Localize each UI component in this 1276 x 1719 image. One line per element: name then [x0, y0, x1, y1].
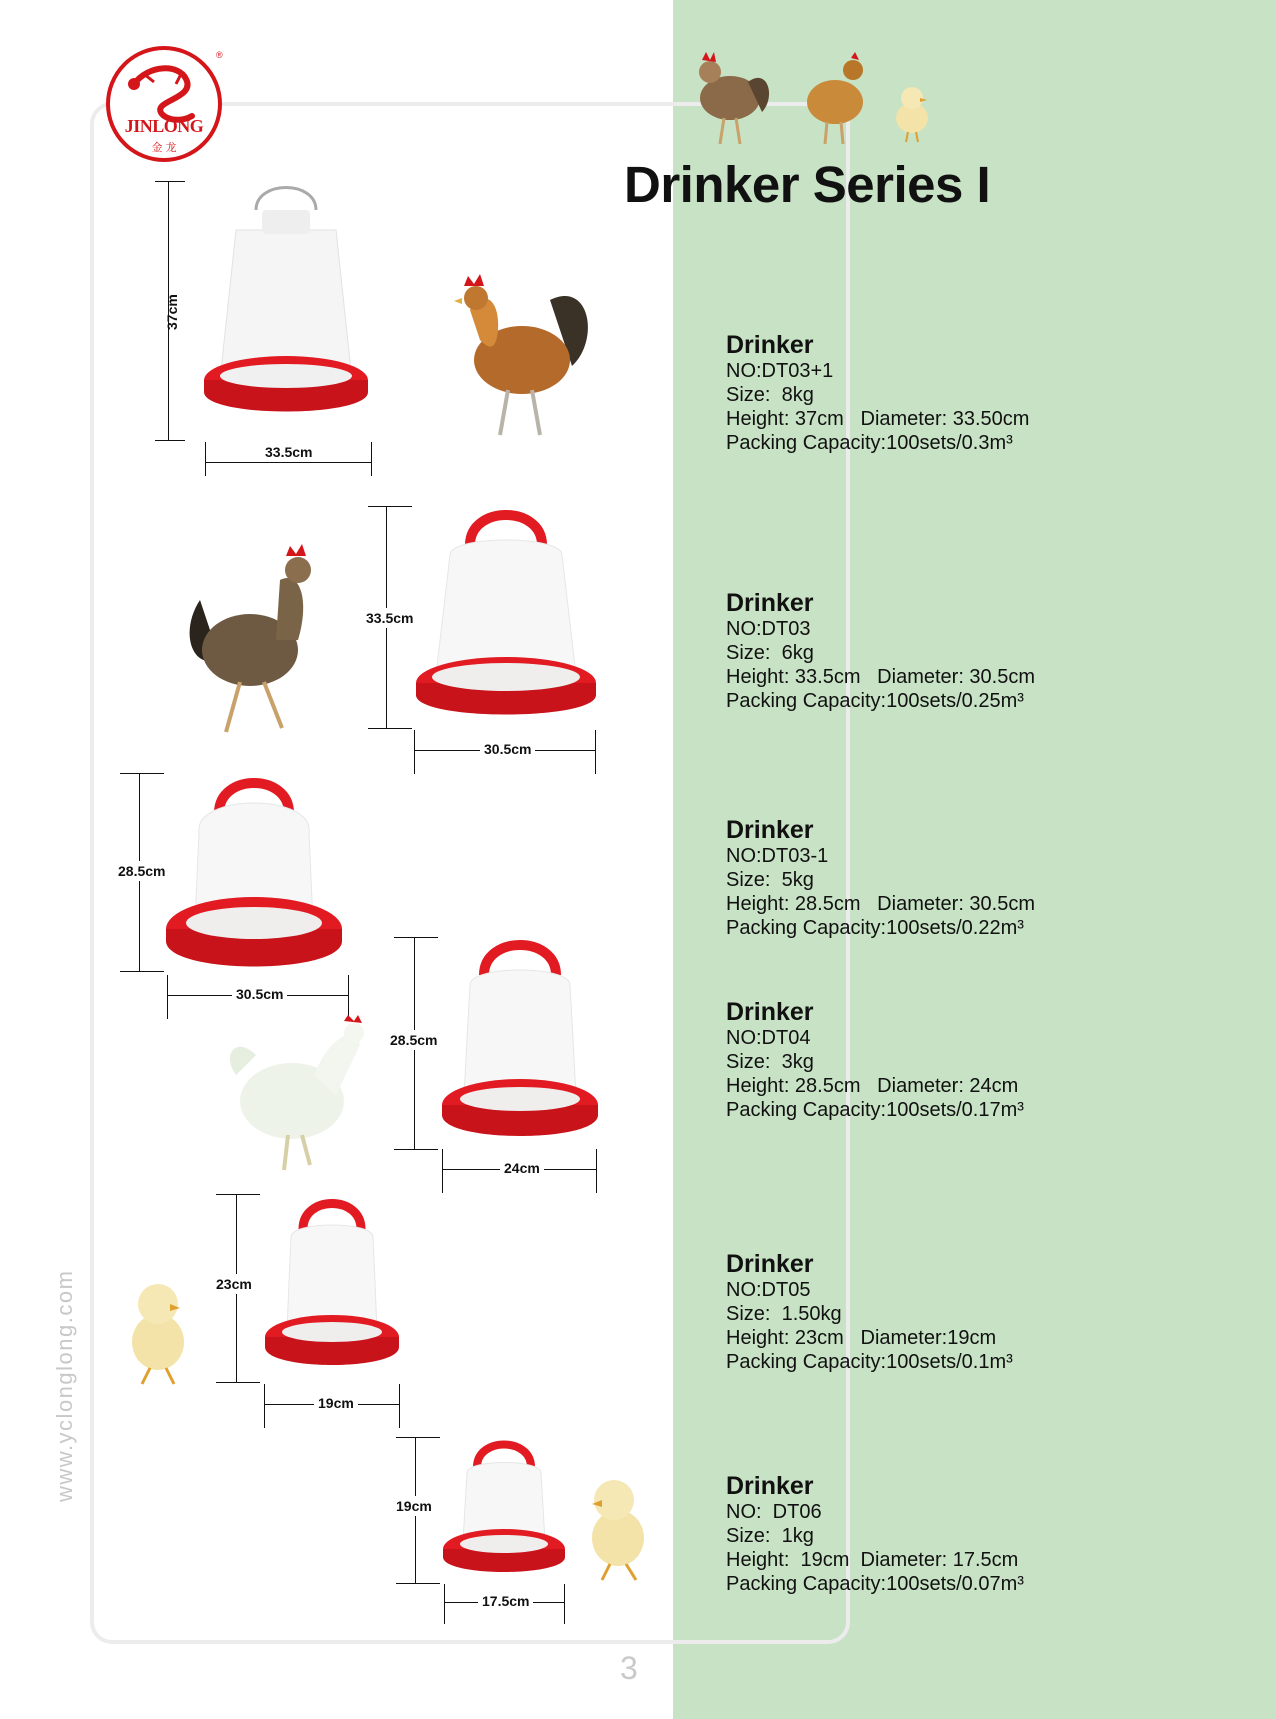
spec-size: Size: 6kg — [726, 642, 814, 664]
dt04-width-dimension-right-tick — [596, 1149, 597, 1193]
website-watermark: www.yclonglong.com — [52, 1269, 77, 1502]
spec-name: Drinker — [726, 1250, 814, 1278]
spec-packing-capacity: Packing Capacity:100sets/0.25m³ — [726, 690, 1024, 712]
white-hen-image — [226, 1015, 376, 1175]
spec-block-dt03-1 — [726, 816, 1146, 940]
brand-name-en: JINLONG — [124, 116, 204, 136]
dt03-1-height-label: 28.5cm — [118, 863, 166, 879]
dt03-plus1-height-dimension-bottom-tick — [155, 440, 185, 441]
brand-name-cn: 金 龙 — [151, 142, 177, 154]
spec-name: Drinker — [726, 1472, 814, 1500]
dt06-width-dimension-right-tick — [564, 1584, 565, 1624]
dt03-width-dimension-right-tick — [595, 730, 596, 774]
spec-dimensions: Height: 37cm Diameter: 33.50cm — [726, 408, 1030, 430]
spec-name: Drinker — [726, 589, 814, 617]
spec-model-number: NO:DT03 — [726, 618, 811, 640]
dt03-width-dimension-left-tick — [414, 730, 415, 774]
chick-header-image — [890, 82, 935, 144]
rooster-image-2 — [180, 540, 330, 740]
dt03-plus1-width-dimension-line — [205, 462, 371, 463]
spec-model-number: NO: DT06 — [726, 1501, 822, 1523]
dt03-plus1-height-label: 37cm — [164, 294, 180, 330]
drinker-dt04-image — [440, 935, 600, 1145]
dt03-plus1-width-dimension-right-tick — [371, 442, 372, 476]
dt03-height-dimension-top-tick — [368, 506, 412, 507]
dt04-height-dimension-bottom-tick — [394, 1149, 438, 1150]
spec-model-number: NO:DT04 — [726, 1027, 811, 1049]
spec-size: Size: 1.50kg — [726, 1303, 842, 1325]
spec-size: Size: 8kg — [726, 384, 814, 406]
dt06-height-label: 19cm — [396, 1498, 432, 1514]
spec-dimensions: Height: 19cm Diameter: 17.5cm — [726, 1549, 1019, 1571]
spec-block-dt06 — [726, 1472, 1146, 1596]
dt03-plus1-width-label: 33.5cm — [262, 444, 315, 460]
spec-dimensions: Height: 23cm Diameter:19cm — [726, 1327, 997, 1349]
dt05-width-label: 19cm — [314, 1395, 358, 1411]
dt03-1-width-label: 30.5cm — [232, 986, 287, 1002]
rooster-header-image — [688, 42, 778, 150]
spec-model-number: NO:DT03+1 — [726, 360, 834, 382]
spec-dimensions: Height: 28.5cm Diameter: 30.5cm — [726, 893, 1036, 915]
spec-block-dt03-plus1 — [726, 331, 1146, 455]
spec-dimensions: Height: 33.5cm Diameter: 30.5cm — [726, 666, 1036, 688]
spec-packing-capacity: Packing Capacity:100sets/0.3m³ — [726, 432, 1013, 454]
dt03-plus1-width-dimension-left-tick — [205, 442, 206, 476]
dt04-width-dimension-left-tick — [442, 1149, 443, 1193]
spec-packing-capacity: Packing Capacity:100sets/0.22m³ — [726, 917, 1024, 939]
page-title: Drinker Series I — [624, 156, 991, 213]
spec-size: Size: 5kg — [726, 869, 814, 891]
page-number: 3 — [620, 1650, 638, 1686]
spec-packing-capacity: Packing Capacity:100sets/0.1m³ — [726, 1351, 1013, 1373]
spec-model-number: NO:DT03-1 — [726, 845, 829, 867]
dt04-width-label: 24cm — [500, 1160, 544, 1176]
dt04-height-dimension-top-tick — [394, 937, 438, 938]
dt03-1-width-dimension-right-tick — [348, 975, 349, 1019]
dt06-width-label: 17.5cm — [478, 1593, 533, 1609]
dt05-height-label: 23cm — [216, 1276, 252, 1292]
drinker-dt03-image — [410, 505, 602, 725]
spec-block-dt04 — [726, 998, 1146, 1122]
dt05-width-dimension-left-tick — [264, 1384, 265, 1428]
spec-size: Size: 1kg — [726, 1525, 814, 1547]
spec-model-number: NO:DT05 — [726, 1279, 811, 1301]
dt06-width-dimension-left-tick — [444, 1584, 445, 1624]
dt03-height-label: 33.5cm — [366, 610, 414, 626]
dt03-1-height-dimension-bottom-tick — [120, 971, 164, 972]
drinker-dt03-plus1-image — [196, 180, 376, 430]
dt03-plus1-height-dimension-top-tick — [155, 181, 185, 182]
dt03-height-dimension-bottom-tick — [368, 728, 412, 729]
rooster-image-1 — [450, 270, 600, 445]
dt05-height-dimension-bottom-tick — [216, 1382, 260, 1383]
spec-size: Size: 3kg — [726, 1051, 814, 1073]
spec-packing-capacity: Packing Capacity:100sets/0.07m³ — [726, 1573, 1024, 1595]
dt05-width-dimension-right-tick — [399, 1384, 400, 1428]
dt04-height-label: 28.5cm — [390, 1032, 438, 1048]
dt05-height-dimension-top-tick — [216, 1194, 260, 1195]
dt06-height-dimension-bottom-tick — [396, 1583, 440, 1584]
drinker-dt05-image — [263, 1195, 401, 1373]
drinker-dt03-1-image — [163, 773, 345, 978]
spec-name: Drinker — [726, 331, 814, 359]
dt03-1-width-dimension-left-tick — [167, 975, 168, 1019]
dt06-height-dimension-top-tick — [396, 1437, 440, 1438]
dt03-width-label: 30.5cm — [480, 741, 535, 757]
spec-name: Drinker — [726, 998, 814, 1026]
dt03-1-height-dimension-top-tick — [120, 773, 164, 774]
spec-name: Drinker — [726, 816, 814, 844]
svg-text:®: ® — [216, 50, 223, 60]
chick-image-2 — [582, 1476, 652, 1582]
spec-packing-capacity: Packing Capacity:100sets/0.17m³ — [726, 1099, 1024, 1121]
spec-block-dt05 — [726, 1250, 1146, 1374]
hen-header-image — [795, 48, 875, 148]
spec-dimensions: Height: 28.5cm Diameter: 24cm — [726, 1075, 1019, 1097]
spec-block-dt03 — [726, 589, 1146, 713]
chick-image-1 — [122, 1278, 194, 1388]
drinker-dt06-image — [441, 1437, 567, 1577]
